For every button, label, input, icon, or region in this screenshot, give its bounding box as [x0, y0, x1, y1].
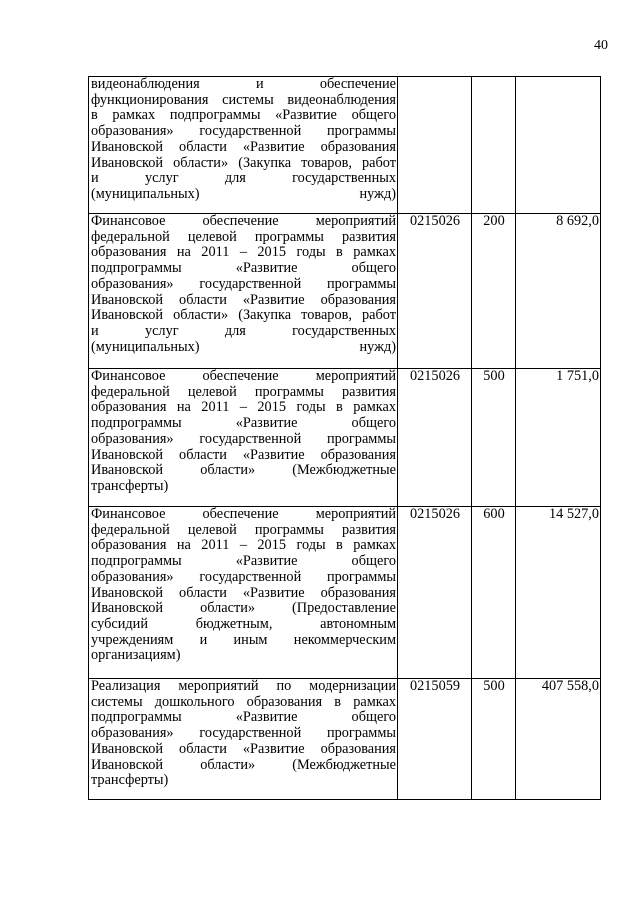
row-description-cell: видеонаблюдения и обеспечение функционирования системы видеонаблюдения в рамках подпрограммы «Развитие общего образования» государственной программы Ивановской области «Развитие образования Ивановской области» (Закупка товаров, работ и услуг для государственных (муниципальных) нужд)	[89, 77, 398, 214]
row-description-cell: Финансовое обеспечение мероприятий федеральной целевой программы развития образования на 2011 – 2015 годы в рамках подпрограммы «Развитие общего образования» государственной программы Ивановской области «Развитие образования Ивановской области» (Закупка товаров, работ и услуг для государственных (муниципальных) нужд)	[89, 214, 398, 369]
row-description-cell: Реализация мероприятий по модернизации системы дошкольного образования в рамках подпрограммы «Развитие общего образования» государственной программы Ивановской области «Развитие образования Ивановской области» (Межбюджетные трансферты)	[89, 679, 398, 800]
budget-table	[88, 76, 601, 800]
target-article-code-cell: 0215026	[398, 369, 472, 507]
expense-type-cell: 500	[472, 369, 516, 507]
amount-cell: 14 527,0	[516, 507, 601, 679]
table-row	[89, 369, 601, 507]
expense-type-cell	[472, 77, 516, 214]
row-description-cell: Финансовое обеспечение мероприятий федеральной целевой программы развития образования на 2011 – 2015 годы в рамках подпрограммы «Развитие общего образования» государственной программы Ивановской области «Развитие образования Ивановской области» (Межбюджетные трансферты)	[89, 369, 398, 507]
amount-cell: 407 558,0	[516, 679, 601, 800]
amount-cell	[516, 77, 601, 214]
table-row	[89, 679, 601, 800]
amount-cell: 8 692,0	[516, 214, 601, 369]
expense-type-cell: 600	[472, 507, 516, 679]
page-number: 40	[594, 38, 608, 53]
target-article-code-cell: 0215059	[398, 679, 472, 800]
expense-type-cell: 200	[472, 214, 516, 369]
table-row	[89, 507, 601, 679]
target-article-code-cell	[398, 77, 472, 214]
target-article-code-cell: 0215026	[398, 507, 472, 679]
table-row	[89, 214, 601, 369]
expense-type-cell: 500	[472, 679, 516, 800]
target-article-code-cell: 0215026	[398, 214, 472, 369]
amount-cell: 1 751,0	[516, 369, 601, 507]
row-description-cell: Финансовое обеспечение мероприятий федеральной целевой программы развития образования на 2011 – 2015 годы в рамках подпрограммы «Развитие общего образования» государственной программы Ивановской области «Развитие образования Ивановской области» (Предоставление субсидий бюджетным, автономным учреждениям и иным некоммерческим организациям)	[89, 507, 398, 679]
table-row	[89, 77, 601, 214]
